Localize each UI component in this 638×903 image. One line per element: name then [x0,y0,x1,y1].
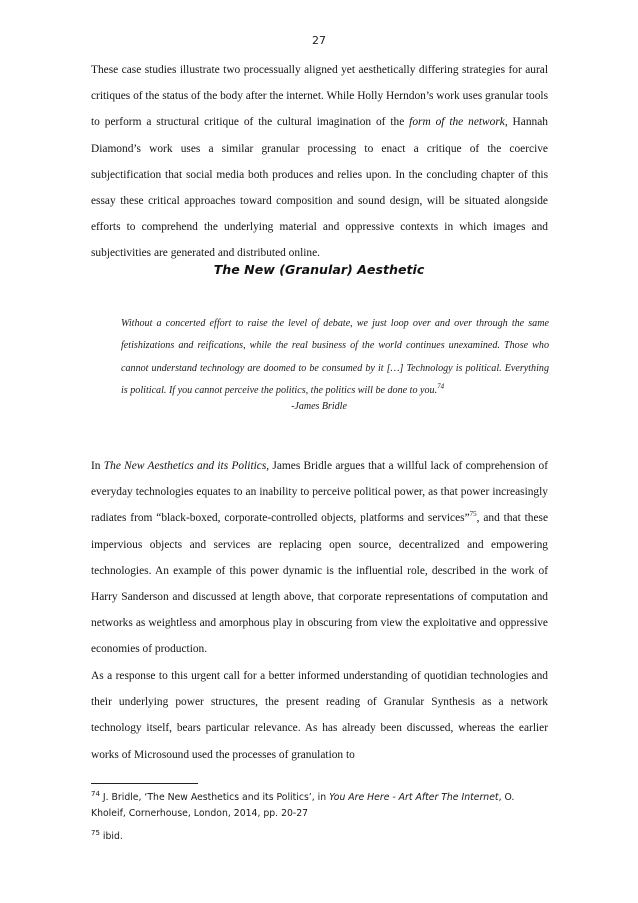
para2-text-c: , and that these impervious objects and services are replacing open source, decentralized and empowering technologies. An example of this power dynamic is the influential role, described in the work of Harry Sanderson and discussed at length above, that corporate representations of computation and networks as weightless and amorphous play in obscuring from view the exploitative and oppressive economies of production. [91,512,549,656]
footnote-74-text-b: , O. Kholeif, Cornerhouse, London, 2014, pp. 20-27 [91,792,515,819]
footnote-divider [91,783,198,784]
footnote-ref-75[interactable]: 75 [469,510,477,519]
footnote-75-number: 75 [91,828,100,837]
para1-text-b: , Hannah Diamond’s work uses a similar granular processing to enact a critique of the coercive subjectification that social media both produces and relies upon. In the concluding chapter of this essay these critical approaches toward composition and sound design, will be situated alongside efforts to comprehend the underlying material and oppressive contexts in which images and subjectivities are generated and distributed online. [91,116,548,260]
page-number: 27 [312,34,326,47]
para1-italic-phrase: form of the network [409,116,505,129]
body-paragraph-1 [91,57,548,267]
footnote-74-italic-title: You Are Here - Art After The Internet [329,792,499,803]
footnote-ref-74[interactable]: 74 [437,382,445,391]
footnote-75 [91,829,551,845]
para3-text: As a response to this urgent call for a better informed understanding of quotidian technologies and their underlying power structures, the present reading of Granular Synthesis as a network technology itself, bears particular relevance. As has already been discussed, whereas the earlier works of Microsound used the processes of granulation to [91,670,548,761]
body-paragraph-2 [91,453,548,663]
para2-italic-title: The New Aesthetics and its Politics [103,460,267,472]
footnote-74-text-a: J. Bridle, ‘The New Aesthetics and its Politics’, in [99,792,330,803]
section-heading: The New (Granular) Aesthetic [213,262,425,277]
footnote-74 [91,790,551,822]
body-paragraph-3 [91,663,548,768]
para2-text-b: , James Bridle argues that a willful lack of comprehension of everyday technologies equates to an inability to perceive political power, as that power increasingly radiates from “black-boxed, corporate-controlled objects, platforms and services” [91,460,548,525]
footnote-74-number: 74 [91,789,100,798]
footnote-75-text: ibid. [99,831,123,842]
epigraph-text: Without a concerted effort to raise the level of debate, we just loop over and over through the same fetishizations and reifications, while the real business of the world continues unexamined. Those who cannot understand technology are doomed to be consumed by it […] Technology is political. Everything is political. If you cannot perceive the politics, the politics will be done to you. [121,318,549,396]
para2-text-a: In [91,460,104,472]
epigraph-attribution: -James Bridle [291,401,347,412]
epigraph-quote [121,313,549,402]
para1-text-a: These case studies illustrate two processually aligned yet aesthetically differing strategies for aural critiques of the status of the body after the internet. While Holly Herndon’s work uses granular tools to perform a structural critique of the cultural imagination of the [91,64,548,129]
